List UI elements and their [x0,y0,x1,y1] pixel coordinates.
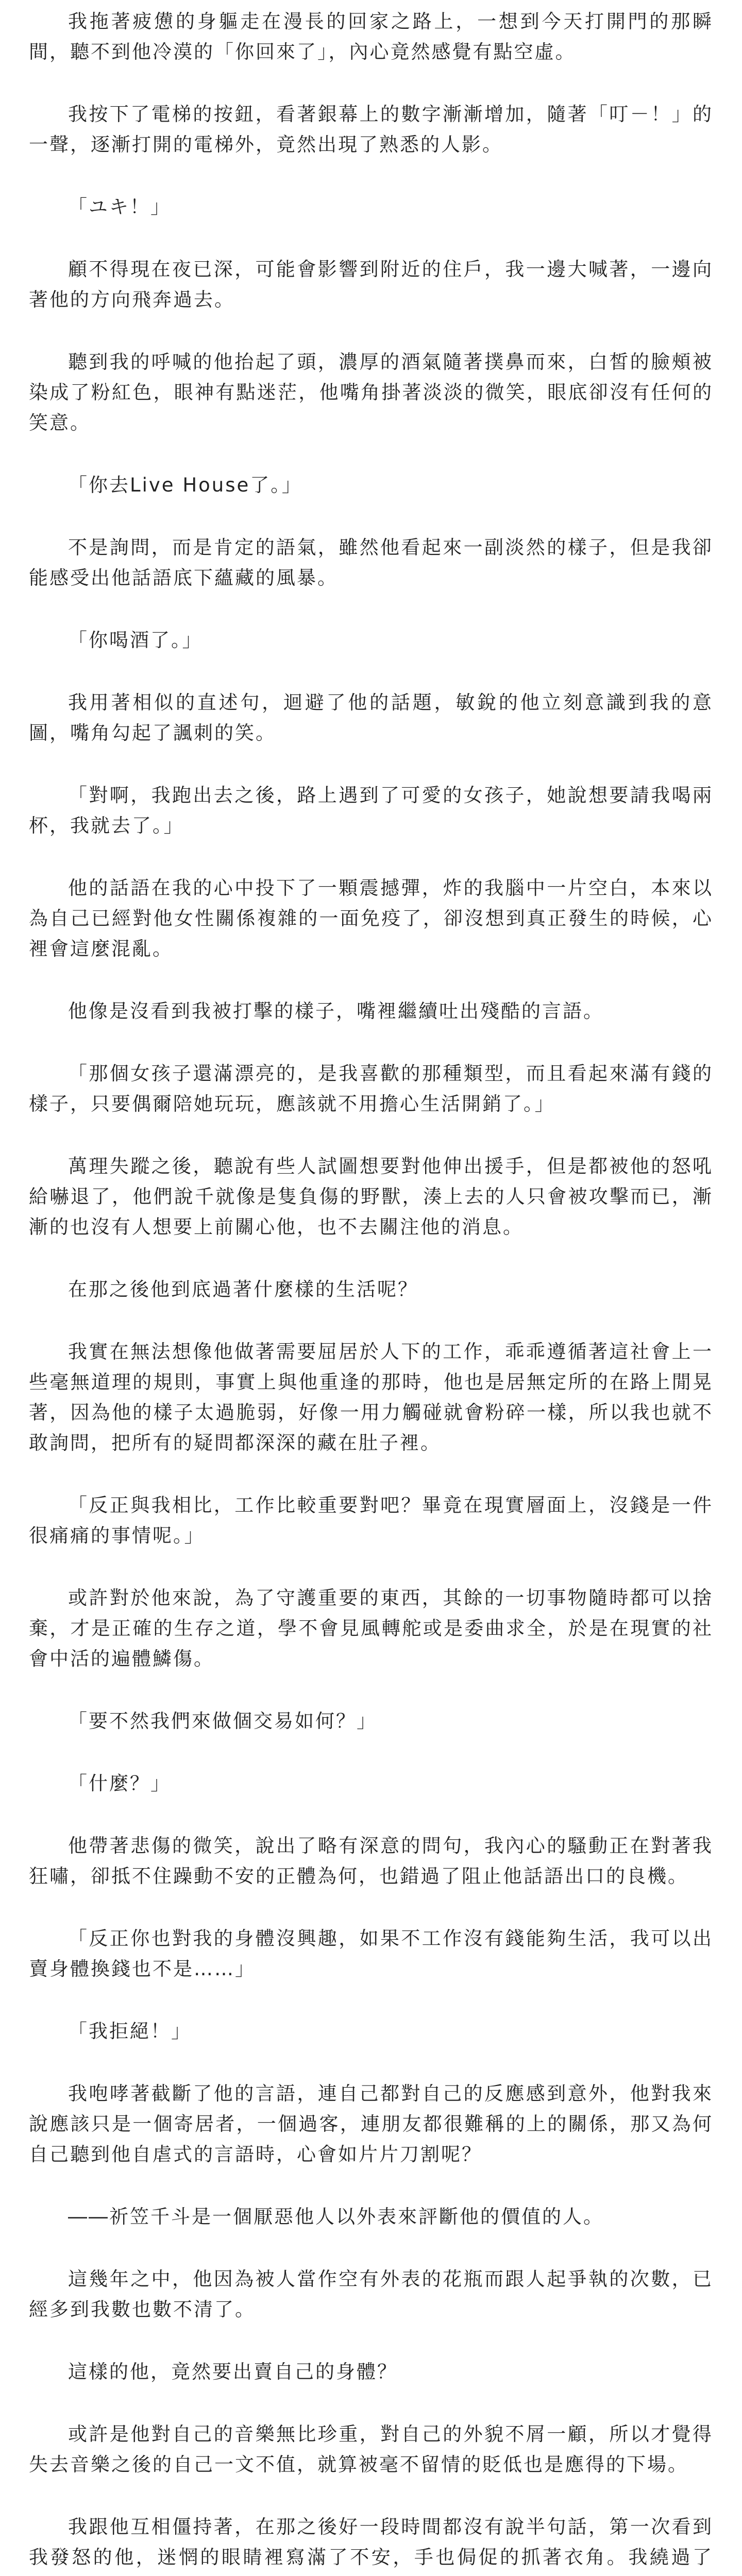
paragraph: 不是詢問，而是肯定的語氣，雖然他看起來一副淡然的樣子，但是我卻能感受出他話語底下蘊藏的風暴。 [29,536,713,589]
paragraph: 「你喝酒了。」 [68,629,203,651]
paragraph: 或許是他對自己的音樂無比珍重，對自己的外貌不屑一顧，所以才覺得失去音樂之後的自己一文不值，就算被毫不留情的貶低也是應得的下場。 [29,2423,713,2476]
paragraph: 「你去Live House了。」 [68,474,302,496]
paragraph: 在那之後他到底過著什麼樣的生活呢？ [68,1278,418,1300]
paragraph: 我咆哮著截斷了他的言語，連自己都對自己的反應感到意外，他對我來說應該只是一個寄居者，一個過客，連朋友都很難稱的上的關係，那又為何自己聽到他自虐式的言語時，心會如片片刀割呢？ [29,2082,713,2165]
paragraph: 聽到我的呼喊的他抬起了頭，濃厚的酒氣隨著撲鼻而來，白皙的臉頰被染成了粉紅色，眼神有點迷茫，他嘴角掛著淡淡的微笑，眼底卻沒有任何的笑意。 [29,351,713,434]
paragraph: 「我拒絕！」 [68,2020,192,2042]
paragraph: 「什麼？」 [68,1772,171,1794]
paragraph: 我按下了電梯的按鈕，看著銀幕上的數字漸漸增加，隨著「叮－！」的一聲，逐漸打開的電梯外，竟然出現了熟悉的人影。 [29,103,713,156]
paragraph: 萬理失蹤之後，聽說有些人試圖想要對他伸出援手，但是都被他的怒吼給嚇退了，他們說千就像是隻負傷的野獸，湊上去的人只會被攻擊而已，漸漸的也沒有人想要上前關心他，也不去關注他的消息。 [29,1155,713,1238]
paragraph: 他的話語在我的心中投下了一顆震撼彈，炸的我腦中一片空白，本來以為自己已經對他女性關係複雜的一面免疫了，卻沒想到真正發生的時候，心裡會這麼混亂。 [29,877,713,960]
paragraph: 顧不得現在夜已深，可能會影響到附近的住戶，我一邊大喊著，一邊向著他的方向飛奔過去。 [29,258,713,311]
paragraph: 或許對於他來說，為了守護重要的東西，其餘的一切事物隨時都可以捨棄，才是正確的生存之道，學不會見風轉舵或是委曲求全，於是在現實的社會中活的遍體鱗傷。 [29,1587,713,1670]
paragraph: 我跟他互相僵持著，在那之後好一段時間都沒有說半句話，第一次看到我發怒的他，迷惘的眼睛裡寫滿了不安，手也侷促的抓著衣角。我繞過了 [29,2516,713,2568]
paragraph: 「反正與我相比，工作比較重要對吧？畢竟在現實層面上，沒錢是一件很痛痛的事情呢。」 [29,1494,713,1547]
paragraph: 他像是沒看到我被打擊的樣子，嘴裡繼續吐出殘酷的言語。 [68,1000,604,1022]
paragraph: 我拖著疲憊的身軀走在漫長的回家之路上，一想到今天打開門的那瞬間，聽不到他冷漠的「你回來了」，內心竟然感覺有點空虛。 [29,10,713,63]
paragraph: 「那個女孩子還滿漂亮的，是我喜歡的那種類型，而且看起來滿有錢的樣子，只要偶爾陪她玩玩，應該就不用擔心生活開銷了。」 [29,1062,713,1115]
paragraph: 這樣的他，竟然要出賣自己的身體？ [68,2361,398,2383]
paragraph: 「要不然我們來做個交易如何？」 [68,1710,377,1732]
paragraph: 這幾年之中，他因為被人當作空有外表的花瓶而跟人起爭執的次數，已經多到我數也數不清了。 [29,2268,713,2320]
paragraph: 我用著相似的直述句，迴避了他的話題，敏銳的他立刻意識到我的意圖，嘴角勾起了諷刺的笑。 [29,691,713,744]
paragraph: 我實在無法想像他做著需要屈居於人下的工作，乖乖遵循著這社會上一些毫無道理的規則，事實上與他重逢的那時，他也是居無定所的在路上閒晃著，因為他的樣子太過脆弱，好像一用力觸碰就會粉碎一樣，所以我也就不敢詢問，把所有的疑問都深深的藏在肚子裡。 [29,1341,713,1454]
paragraph: 他帶著悲傷的微笑，說出了略有深意的問句，我內心的騷動正在對著我狂嘯，卻抵不住躁動不安的正體為何，也錯過了阻止他話語出口的良機。 [29,1835,713,1887]
paragraph: 「ユキ！」 [68,196,171,218]
paragraph: 「對啊，我跑出去之後，路上遇到了可愛的女孩子，她說想要請我喝兩杯，我就去了。」 [29,784,713,837]
paragraph: ――祈笠千斗是一個厭惡他人以外表來評斷他的價值的人。 [68,2206,604,2228]
paragraph: 「反正你也對我的身體沒興趣，如果不工作沒有錢能夠生活，我可以出賣身體換錢也不是……」 [29,1927,713,1980]
